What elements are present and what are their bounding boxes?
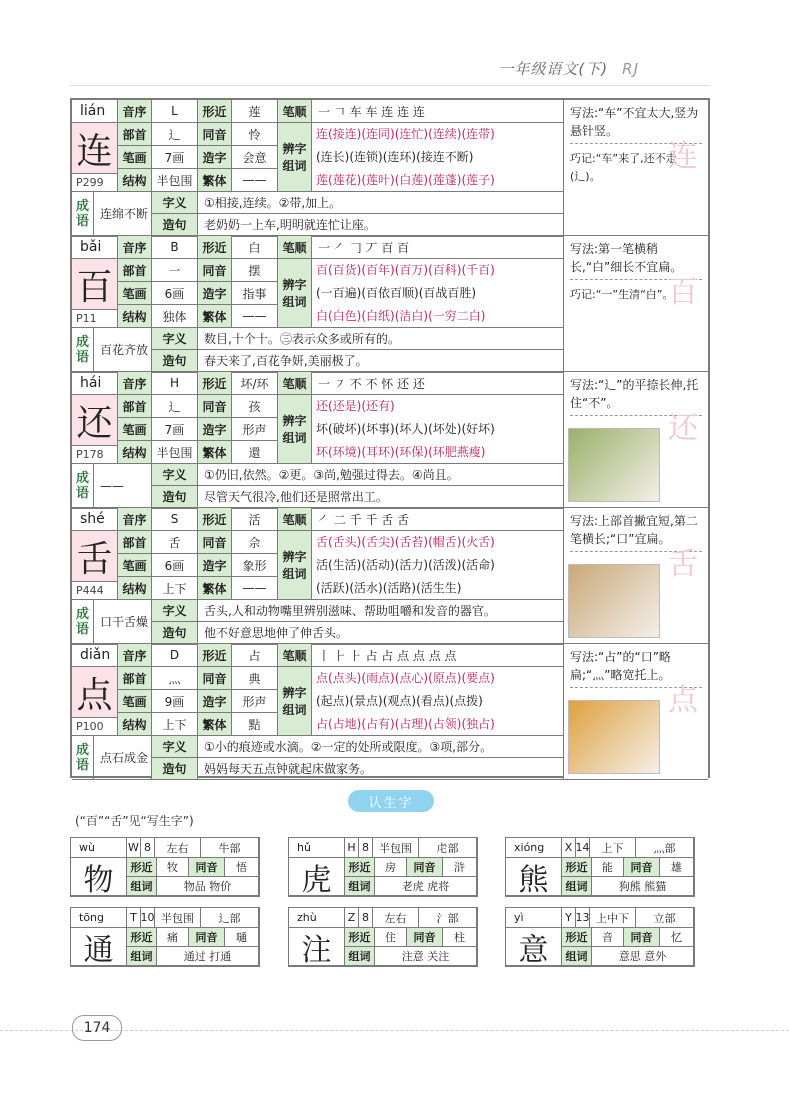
label-yinxu: 音序 [118,644,152,667]
card-words: 通过 打通 [157,947,259,966]
entry-word-list [312,667,564,736]
label-chengyu: 成语 [72,328,94,372]
label-bushou: 部首 [118,123,152,146]
character-card [70,907,260,967]
illustration-photo [568,700,660,774]
label-zuci: 组词 [562,947,592,966]
book-title: 一年级语文(下) [498,60,609,78]
label-bihua: 笔画 [118,146,152,169]
entry-meaning: 数目,十个十。㊂表示众多或所有的。 [198,328,564,350]
label-bihua: 笔画 [118,418,152,441]
label-zuci: 组词 [345,877,375,896]
card-xingjin: 牧 [157,858,189,877]
entry-character: 舌 [72,531,118,582]
entry-character: 百 [72,259,118,310]
card-radical: 牛部 [201,838,259,858]
entry-index: D [152,644,198,667]
entry-bushou: 舌 [152,531,198,554]
card-index: Z [345,908,359,928]
entry-idiom: 连绵不断 [94,192,152,236]
word-line: 舌(舌头)(舌尖)(舌苔)(帽舌)(火舌) [316,535,495,549]
label-tongyin: 同音 [189,928,225,947]
card-character: 物 [71,858,127,896]
entry-side-panel [564,372,708,508]
entry-character: 点 [72,667,118,718]
entry-index: S [152,508,198,531]
card-structure: 左右 [155,838,201,858]
label-bianzi: 辨字 [282,686,307,700]
label-ziyi: 字义 [152,736,198,758]
entry-fanti: —— [232,577,278,600]
card-tongyin: 嗵 [225,928,259,947]
label-zaoju: 造句 [152,622,198,644]
label-xingjin: 形近 [198,236,232,259]
label-fanti: 繁体 [198,169,232,192]
label-ziyi: 字义 [152,192,198,214]
card-radical: 虍部 [419,838,477,858]
card-strokes: 14 [576,838,590,858]
label-xingjin: 形近 [127,928,157,947]
entry-jiegou: 独体 [152,305,198,328]
label-yinxu: 音序 [118,508,152,531]
label-chengyu: 成语 [72,736,94,780]
entry-bishun: 丨 ⺊ ⺊ 占 占 点 点 点 点 [312,644,564,667]
entry-tongyin: 孩 [232,395,278,418]
entry-idiom: 口干舌燥 [94,600,152,644]
section-title: 认生字 [348,790,434,812]
entry-sentence: 他不好意思地伸了伸舌头。 [198,622,564,644]
entry-side-panel [564,644,708,780]
label-bishun: 笔顺 [278,236,312,259]
card-radical: 辶部 [201,908,259,928]
label-bihua: 笔画 [118,282,152,305]
label-tongyin: 同音 [189,858,225,877]
label-yinxu: 音序 [118,236,152,259]
entry-meaning: ①小的痕迹或水滴。②一定的处所或限度。③项,部分。 [198,736,564,758]
card-words: 狗熊 熊猫 [592,877,694,896]
label-chengyu: 成语 [72,600,94,644]
entry-bushou: 辶 [152,395,198,418]
entry-bushou: 辶 [152,123,198,146]
label-zuci: 组词 [282,159,307,173]
entry-xingjin: 白 [232,236,278,259]
entry-bihua: 6画 [152,282,198,305]
word-line: 活(生活)(活动)(活力)(活泼)(活命) [316,558,495,572]
word-line: 连(接连)(连同)(连忙)(连续)(连带) [316,127,495,141]
page-number: 174 [72,1015,122,1041]
label-ziyi: 字义 [152,464,198,486]
card-index: X [562,838,576,858]
label-bianzi: 辨字 [282,550,307,564]
entry-fanti: —— [232,169,278,192]
entry-bushou: 灬 [152,667,198,690]
entry-jiegou: 上下 [152,713,198,736]
label-fanti: 繁体 [198,305,232,328]
character-card [70,837,260,897]
tracing-character: 连 [668,139,698,174]
label-fanti: 繁体 [198,713,232,736]
label-tongyin: 同音 [624,858,660,877]
card-strokes: 8 [359,908,373,928]
label-ziyi: 字义 [152,600,198,622]
label-zuci: 组词 [562,877,592,896]
entry-zaozi: 指事 [232,282,278,305]
label-xingjin: 形近 [562,858,592,877]
character-card [288,837,478,897]
entry-page-ref: P444 [72,582,118,600]
card-xingjin: 住 [375,928,407,947]
word-line: (起点)(景点)(观点)(看点)(点拨) [316,694,483,708]
card-character: 熊 [506,858,562,896]
label-bishun: 笔顺 [278,644,312,667]
label-zaoju: 造句 [152,486,198,508]
label-bihua: 笔画 [118,554,152,577]
card-words: 物品 物价 [157,877,259,896]
label-zaozi: 造字 [198,418,232,441]
label-bianzi-zuci [278,531,312,600]
label-tongyin: 同音 [198,395,232,418]
label-jiegou: 结构 [118,169,152,192]
card-character: 通 [71,928,127,966]
label-tongyin: 同音 [198,531,232,554]
entry-sentence: 尽管天气很冷,他们还是照常出工。 [198,486,564,508]
label-bianzi: 辨字 [282,414,307,428]
label-xingjin: 形近 [345,928,375,947]
entry-meaning: ①相接,连续。②带,加上。 [198,192,564,214]
label-chengyu: 成语 [72,192,94,236]
entry-page-ref: P178 [72,446,118,464]
label-bishun: 笔顺 [278,100,312,123]
entry-jiegou: 半包围 [152,441,198,464]
card-xingjin: 痛 [157,928,189,947]
word-line: 坏(破坏)(坏事)(坏人)(坏处)(好坏) [316,422,495,436]
illustration-photo [568,428,660,502]
label-yinxu: 音序 [118,372,152,395]
card-structure: 半包围 [373,838,419,858]
writing-tip: 写法:“占”的“口”略扁;“灬”略宽托上。 [570,648,702,688]
card-character: 虎 [289,858,345,896]
card-tongyin: 悟 [225,858,259,877]
word-line: 占(占地)(占有)(占理)(占领)(独占) [316,717,495,731]
card-index: H [345,838,359,858]
tracing-character: 点 [668,683,698,718]
card-tongyin: 雄 [660,858,694,877]
card-pinyin: tōng [71,908,127,928]
entry-xingjin: 莲 [232,100,278,123]
word-line: 百(百货)(百年)(百万)(百科)(千百) [316,263,495,277]
illustration-photo [568,564,660,638]
entry-character: 连 [72,123,118,174]
card-xingjin: 音 [592,928,624,947]
entry-block [72,100,708,237]
character-card [288,907,478,967]
label-bushou: 部首 [118,667,152,690]
entry-word-list [312,259,564,328]
header-rule [70,85,710,86]
entry-xingjin: 活 [232,508,278,531]
entry-meaning: ①仍旧,依然。②更。③尚,勉强过得去。④尚且。 [198,464,564,486]
label-bianzi-zuci [278,395,312,464]
entry-tongyin: 佘 [232,531,278,554]
word-line: 还(还是)(还有) [316,399,395,413]
entry-block [72,372,708,509]
entry-meaning: 舌头,人和动物嘴里辨别滋味、帮助咀嚼和发音的器官。 [198,600,564,622]
card-strokes: 13 [576,908,590,928]
label-tongyin: 同音 [198,123,232,146]
label-jiegou: 结构 [118,441,152,464]
entry-side-panel [564,100,708,236]
memory-tip: 巧记:“车”来了,还不走(辶)。 [570,152,677,183]
card-structure: 左右 [373,908,419,928]
label-tongyin: 同音 [407,928,443,947]
label-bishun: 笔顺 [278,372,312,395]
entry-pinyin: shé [72,508,118,531]
character-card [505,907,695,967]
label-tongyin: 同音 [624,928,660,947]
label-xingjin: 形近 [127,858,157,877]
entry-bihua: 6画 [152,554,198,577]
entry-page-ref: P299 [72,174,118,192]
card-words: 意思 意外 [592,947,694,966]
entry-word-list [312,123,564,192]
card-words: 注意 关注 [375,947,477,966]
label-chengyu: 成语 [72,464,94,508]
label-bushou: 部首 [118,531,152,554]
entry-sentence: 老奶奶一上车,明明就连忙让座。 [198,214,564,236]
entry-zaozi: 会意 [232,146,278,169]
entry-fanti: 點 [232,713,278,736]
entry-page-ref: P100 [72,718,118,736]
entry-bushou: 一 [152,259,198,282]
label-xingjin: 形近 [198,644,232,667]
label-zaoju: 造句 [152,758,198,780]
entry-block [72,508,708,645]
entry-tongyin: 怜 [232,123,278,146]
card-character: 注 [289,928,345,966]
entry-idiom: 百花齐放 [94,328,152,372]
writing-tip: 写法:上部首撇宜短,第二笔横长;“口”宜扁。 [570,512,702,552]
word-line: (连长)(连锁)(连环)(接连不断) [316,150,474,164]
card-structure: 上下 [590,838,636,858]
label-zuci: 组词 [127,877,157,896]
entry-zaozi: 象形 [232,554,278,577]
label-jiegou: 结构 [118,713,152,736]
entry-pinyin: bǎi [72,236,118,259]
label-bianzi-zuci [278,667,312,736]
card-index: T [127,908,141,928]
label-zuci: 组词 [282,703,307,717]
label-xingjin: 形近 [198,372,232,395]
card-words: 老虎 虎将 [375,877,477,896]
label-bushou: 部首 [118,395,152,418]
entry-bihua: 9画 [152,690,198,713]
entry-fanti: 還 [232,441,278,464]
entry-tongyin: 摆 [232,259,278,282]
entry-xingjin: 坏/环 [232,372,278,395]
entry-index: L [152,100,198,123]
page-header [498,58,639,79]
entry-jiegou: 半包围 [152,169,198,192]
entry-block [72,236,708,373]
word-line: 莲(莲花)(莲叶)(白莲)(莲蓬)(莲子) [316,173,495,187]
label-tongyin: 同音 [198,667,232,690]
tracing-character: 舌 [668,547,698,582]
label-zaoju: 造句 [152,214,198,236]
entry-word-list [312,531,564,600]
label-bianzi: 辨字 [282,142,307,156]
card-xingjin: 能 [592,858,624,877]
edition-label: RJ [622,60,639,78]
card-strokes: 8 [359,838,373,858]
card-xingjin: 房 [375,858,407,877]
entry-xingjin: 占 [232,644,278,667]
label-bianzi: 辨字 [282,278,307,292]
label-zuci: 组词 [282,567,307,581]
writing-tip: 写法:“辶”的平捺长伸,托住“不”。 [570,376,702,416]
entry-sentence: 妈妈每天五点钟就起床做家务。 [198,758,564,780]
label-xingjin: 形近 [198,508,232,531]
entry-side-panel [564,508,708,644]
tracing-character: 还 [668,411,698,446]
card-tongyin: 忆 [660,928,694,947]
entry-bishun: ㇒ 二 千 千 舌 舌 [312,508,564,531]
entry-bihua: 7画 [152,418,198,441]
entry-page-ref: P11 [72,310,118,328]
label-zaozi: 造字 [198,146,232,169]
section-note: (“百”“舌”见“写生字”) [75,814,194,828]
label-xingjin: 形近 [562,928,592,947]
entry-character: 还 [72,395,118,446]
label-bihua: 笔画 [118,690,152,713]
card-tongyin: 柱 [443,928,477,947]
card-pinyin: yì [506,908,562,928]
card-radical: 灬部 [636,838,694,858]
label-ziyi: 字义 [152,328,198,350]
memory-tip: 巧记:“一”生清“白”。 [570,288,674,301]
label-tongyin: 同音 [407,858,443,877]
word-line: 点(点头)(雨点)(点心)(原点)(要点) [316,671,495,685]
card-pinyin: wù [71,838,127,858]
entry-word-list [312,395,564,464]
card-index: Y [562,908,576,928]
card-pinyin: hǔ [289,838,345,858]
card-tongyin: 浒 [443,858,477,877]
card-pinyin: xióng [506,838,562,858]
entry-index: H [152,372,198,395]
entry-pinyin: diǎn [72,644,118,667]
entry-bishun: 一 ㇇ 不 不 怀 还 还 [312,372,564,395]
entry-zaozi: 形声 [232,690,278,713]
label-xingjin: 形近 [345,858,375,877]
label-bianzi-zuci [278,259,312,328]
entry-block [72,644,708,780]
label-zuci: 组词 [282,431,307,445]
card-pinyin: zhù [289,908,345,928]
entry-tongyin: 典 [232,667,278,690]
character-card [505,837,695,897]
entry-pinyin: hái [72,372,118,395]
card-strokes: 10 [141,908,155,928]
card-structure: 上中下 [590,908,636,928]
card-index: W [127,838,141,858]
entry-jiegou: 上下 [152,577,198,600]
card-character: 意 [506,928,562,966]
label-yinxu: 音序 [118,100,152,123]
label-zaoju: 造句 [152,350,198,372]
label-zaozi: 造字 [198,690,232,713]
word-line: (活跃)(活水)(活路)(活生生) [316,581,462,595]
entry-bishun: 一 ㇒ 𠃌 丆 百 百 [312,236,564,259]
entry-idiom: 点石成金 [94,736,152,780]
label-xingjin: 形近 [198,100,232,123]
card-strokes: 8 [141,838,155,858]
entry-fanti: —— [232,305,278,328]
label-zaozi: 造字 [198,554,232,577]
card-radical: 氵部 [419,908,477,928]
label-zuci: 组词 [127,947,157,966]
tracing-character: 百 [668,275,698,310]
entry-idiom: —— [94,464,152,508]
label-fanti: 繁体 [198,441,232,464]
label-bishun: 笔顺 [278,508,312,531]
writing-tip: 写法:“车”不宜太大,竖为悬针竖。 [570,104,702,144]
label-bianzi-zuci [278,123,312,192]
entry-sentence: 春天来了,百花争妍,美丽极了。 [198,350,564,372]
word-line: (一百遍)(百依百顺)(百战百胜) [316,286,477,300]
label-bushou: 部首 [118,259,152,282]
card-radical: 立部 [636,908,694,928]
character-entries [70,98,710,778]
label-zuci: 组词 [282,295,307,309]
label-zaozi: 造字 [198,282,232,305]
label-tongyin: 同音 [198,259,232,282]
label-zuci: 组词 [345,947,375,966]
entry-side-panel [564,236,708,372]
writing-tip: 写法:第一笔横稍长,“白”细长不宜扁。 [570,240,702,280]
word-line: 环(环境)(耳环)(环保)(环肥燕瘦) [316,445,486,459]
entry-bishun: 一 𠃍 车 车 连 连 连 [312,100,564,123]
entry-bihua: 7画 [152,146,198,169]
card-structure: 半包围 [155,908,201,928]
label-jiegou: 结构 [118,577,152,600]
entry-index: B [152,236,198,259]
word-line: 白(白色)(白纸)(洁白)(一穷二白) [316,309,486,323]
entry-pinyin: lián [72,100,118,123]
label-jiegou: 结构 [118,305,152,328]
label-fanti: 繁体 [198,577,232,600]
entry-zaozi: 形声 [232,418,278,441]
